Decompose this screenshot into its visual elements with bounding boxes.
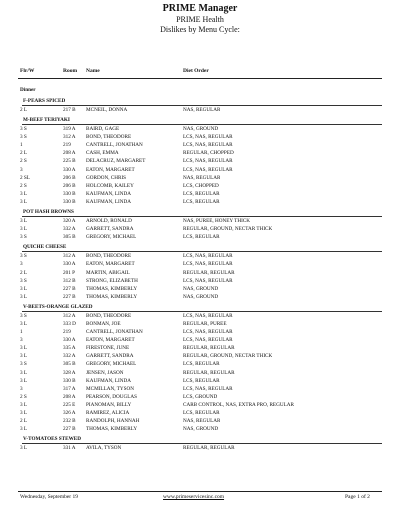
footer-divider [18, 491, 382, 492]
table-row [0, 260, 400, 268]
table-row [0, 157, 400, 165]
menu-item-heading [0, 97, 400, 106]
row-name: EATON, MARGARET [86, 166, 135, 173]
row-diet-order: LCS, NAS, REGULAR [183, 158, 233, 165]
table-row [0, 377, 400, 385]
row-name: CANTRELL, JONATHAN [86, 142, 143, 149]
row-floor: 3 L [20, 377, 28, 384]
table-row [0, 285, 400, 293]
row-floor: 3 S [20, 234, 27, 241]
row-floor: 3 S [20, 126, 27, 133]
row-diet-order: NAS, REGULAR [183, 107, 221, 113]
row-name: BONMAN, JOE [86, 320, 121, 327]
row-room: 333 D [63, 320, 76, 327]
row-diet-order: LCS, REGULAR [183, 377, 220, 384]
row-floor: 3 [20, 261, 23, 268]
row-diet-order: LCS, NAS, REGULAR [183, 142, 233, 149]
row-room: 219 [63, 329, 71, 336]
row-room: 305 B [63, 234, 76, 241]
row-room: 225 E [63, 401, 76, 408]
row-diet-order: LCS, REGULAR [183, 361, 220, 368]
footer-page: Page 1 of 2 [345, 494, 370, 500]
row-name: EATON, MARGARET [86, 261, 135, 268]
row-name: STRONG, ELIZABETH [86, 277, 138, 284]
menu-item-heading [0, 116, 400, 125]
row-diet-order: NAS, GROUND [183, 126, 219, 133]
row-room: 330 A [63, 337, 76, 344]
row-room: 326 A [63, 410, 76, 416]
report-header [0, 3, 400, 35]
table-row [0, 106, 400, 114]
table-row [0, 277, 400, 285]
row-diet-order: LCS, REGULAR [183, 190, 220, 197]
row-floor: 3 [20, 166, 23, 173]
row-diet-order: LCS, REGULAR [183, 410, 220, 416]
row-diet-order: REGULAR, GROUND, NECTAR THICK [183, 353, 273, 360]
row-floor: 3 S [20, 134, 27, 141]
menu-item-label: M-BEEF TERIYAKI [23, 117, 70, 124]
row-floor: 2 S [20, 158, 27, 165]
row-room: 335 A [63, 345, 76, 352]
row-room: 328 A [63, 369, 76, 376]
row-name: KAUFMAN, LINDA [86, 198, 131, 205]
row-name: FIRESTONE, JUNE [86, 345, 130, 352]
row-diet-order: LCS, REGULAR [183, 234, 220, 241]
row-diet-order: NAS, GROUND [183, 285, 219, 292]
table-row [0, 425, 400, 433]
row-floor: 3 L [20, 190, 28, 197]
row-room: 206 B [63, 174, 76, 181]
row-diet-order: LCS, NAS, REGULAR [183, 253, 233, 260]
row-floor: 3 L [20, 198, 28, 205]
row-floor: 3 L [20, 285, 28, 292]
menu-item-label: QUICHE CHEESE [23, 244, 67, 251]
row-name: GREGORY, MICHAEL [86, 234, 137, 241]
row-floor: 1 [20, 329, 23, 336]
row-room: 225 B [63, 158, 76, 165]
row-diet-order: LCS, GROUND [183, 393, 218, 400]
row-room: 312 A [63, 134, 76, 141]
table-row [0, 133, 400, 141]
row-diet-order: REGULAR, GROUND, NECTAR THICK [183, 226, 273, 233]
row-room: 330 B [63, 198, 76, 205]
row-diet-order: NAS, GROUND [183, 426, 219, 433]
menu-item-label: POT HASH BROWNS [23, 209, 74, 216]
row-diet-order: LCS, NAS, REGULAR [183, 134, 233, 141]
row-room: 219 [63, 142, 71, 149]
menu-item-label: V-TOMATOES STEWED [23, 436, 81, 443]
row-room: 332 A [63, 353, 76, 360]
row-diet-order: LCS, NAS, REGULAR [183, 329, 233, 336]
row-name: PEARSON, DOUGLAS [86, 393, 138, 400]
row-diet-order: LCS, NAS, REGULAR [183, 166, 233, 173]
row-room: 332 A [63, 226, 76, 233]
table-row [0, 401, 400, 409]
table-row [0, 393, 400, 401]
col-room: Room [63, 68, 78, 74]
table-row [0, 269, 400, 277]
menu-item-heading [0, 435, 400, 444]
row-name: CANTRELL, JONATHAN [86, 329, 143, 336]
row-room: 312 B [63, 277, 76, 284]
row-name: MCNEIL, DONNA [86, 107, 128, 113]
row-name: PIANOMAN, BILLY [86, 401, 132, 408]
row-room: 317 A [63, 385, 76, 392]
row-diet-order: NAS, GROUND [183, 293, 219, 300]
row-room: 217 B [63, 107, 76, 113]
col-diet-order: Diet Order [183, 68, 209, 74]
row-floor: 3 S [20, 361, 27, 368]
row-floor: 2 L [20, 269, 28, 276]
table-row [0, 233, 400, 241]
row-floor: 3 L [20, 426, 28, 433]
row-name: MARTIN, ABIGAIL [86, 269, 130, 276]
row-room: 208 A [63, 393, 76, 400]
row-diet-order: LCS, CHOPPED [183, 182, 219, 189]
row-diet-order: REGULAR, PUREE [183, 320, 227, 327]
row-floor: 2 L [20, 107, 28, 113]
table-row [0, 217, 400, 225]
row-floor: 2 L [20, 150, 28, 157]
row-name: DELACRUZ, MARGARET [86, 158, 146, 165]
menu-item-heading [0, 208, 400, 217]
row-floor: 2 L [20, 418, 28, 425]
row-diet-order: REGULAR, REGULAR [183, 345, 235, 352]
row-room: 227 B [63, 426, 76, 433]
row-floor: 2 S [20, 182, 27, 189]
table-row [0, 444, 400, 452]
row-floor: 3 [20, 337, 23, 344]
row-name: KAUFMAN, LINDA [86, 190, 131, 197]
table-row [0, 141, 400, 149]
row-room: 330 A [63, 166, 76, 173]
row-room: 305 B [63, 361, 76, 368]
row-name: CASH, EMMA [86, 150, 119, 157]
table-row [0, 252, 400, 260]
row-room: 330 B [63, 190, 76, 197]
row-floor: 3 L [20, 445, 28, 452]
table-row [0, 328, 400, 336]
row-diet-order: NAS, REGULAR [183, 174, 221, 181]
row-floor: 3 L [20, 401, 28, 408]
table-row [0, 417, 400, 425]
table-row [0, 369, 400, 377]
row-diet-order: CARB CONTROL, NAS, EXTRA PRO, REGULAR [183, 401, 294, 408]
row-room: 227 B [63, 285, 76, 292]
table-row [0, 125, 400, 133]
row-room: 206 B [63, 182, 76, 189]
row-floor: 3 [20, 385, 23, 392]
row-name: HOLCOMB, KAILEY [86, 182, 134, 189]
row-floor: 3 L [20, 369, 28, 376]
menu-item-heading [0, 243, 400, 252]
row-room: 208 A [63, 150, 76, 157]
row-diet-order: NAS, PUREE, HONEY THICK [183, 218, 251, 225]
menu-item-label: F-PEARS SPICED [23, 98, 66, 104]
row-name: THOMAS, KIMBERLY [86, 426, 138, 433]
report-body [0, 86, 400, 452]
row-room: 330 A [63, 261, 76, 268]
column-headers [0, 67, 400, 77]
row-diet-order: REGULAR, CHOPPED [183, 150, 234, 157]
facility-name: PRIME Health [176, 15, 224, 24]
row-diet-order: REGULAR, REGULAR [183, 369, 235, 376]
row-name: BAIRD, GAGE [86, 126, 120, 133]
row-floor: 3 S [20, 277, 27, 284]
row-name: RAMIREZ, ALICIA [86, 410, 130, 416]
row-name: RANDOLPH, HANNAH [86, 418, 140, 425]
table-row [0, 344, 400, 352]
table-row [0, 352, 400, 360]
row-name: EATON, MARGARET [86, 337, 135, 344]
row-diet-order: LCS, NAS, REGULAR [183, 385, 233, 392]
row-name: GORDON, CHRIS [86, 174, 127, 181]
row-diet-order: LCS, REGULAR [183, 198, 220, 205]
row-diet-order: LCS, NAS, REGULAR [183, 312, 233, 319]
row-room: 331 A [63, 445, 76, 452]
report-title: Dislikes by Menu Cycle: [160, 25, 240, 34]
row-name: BOND, THEODORE [86, 253, 132, 260]
table-row [0, 225, 400, 233]
menu-item-heading [0, 303, 400, 312]
row-diet-order: REGULAR, REGULAR [183, 445, 235, 452]
row-floor: 3 S [20, 253, 27, 260]
row-name: KAUFMAN, LINDA [86, 377, 131, 384]
row-floor: 3 L [20, 218, 28, 225]
table-row [0, 198, 400, 206]
row-name: BOND, THEODORE [86, 312, 132, 319]
col-floor: Flr/W [20, 68, 35, 74]
row-floor: 3 S [20, 312, 27, 319]
row-diet-order: LCS, NAS, REGULAR [183, 277, 233, 284]
row-name: BOND, THEODORE [86, 134, 132, 141]
table-row [0, 182, 400, 190]
meal-label: Dinner [20, 87, 36, 93]
row-name: GARRETT, SANDRA [86, 226, 134, 233]
row-room: 320 A [63, 218, 76, 225]
row-room: 232 B [63, 418, 76, 425]
row-name: JENSEN, JASON [86, 369, 124, 376]
row-name: AVILA, TYSON [86, 445, 122, 452]
row-room: 312 A [63, 312, 76, 319]
row-diet-order: REGULAR, REGULAR [183, 269, 235, 276]
row-name: THOMAS, KIMBERLY [86, 285, 138, 292]
row-diet-order: NAS, REGULAR [183, 418, 221, 425]
table-row [0, 166, 400, 174]
header-divider [18, 78, 382, 79]
row-floor: 3 L [20, 345, 28, 352]
col-name: Name [86, 68, 100, 74]
row-room: 319 A [63, 126, 76, 133]
table-row [0, 293, 400, 301]
table-row [0, 409, 400, 417]
meal-heading [0, 86, 400, 95]
row-floor: 1 [20, 142, 23, 149]
row-diet-order: LCS, NAS, REGULAR [183, 261, 233, 268]
table-row [0, 149, 400, 157]
row-name: ARNOLD, RONALD [86, 218, 132, 225]
table-row [0, 336, 400, 344]
row-name: GARRETT, SANDRA [86, 353, 134, 360]
row-floor: 3 L [20, 353, 28, 360]
table-row [0, 385, 400, 393]
row-room: 330 B [63, 377, 76, 384]
row-name: MCMILLAN, TYSON [86, 385, 135, 392]
row-room: 227 B [63, 293, 76, 300]
table-row [0, 312, 400, 320]
footer-link[interactable]: www.primeservicesinc.com [163, 494, 225, 500]
table-row [0, 190, 400, 198]
footer-date: Wednesday, September 19 [20, 494, 79, 500]
table-row [0, 174, 400, 182]
app-title: PRIME Manager [162, 3, 238, 14]
row-floor: 3 L [20, 226, 28, 233]
row-diet-order: LCS, NAS, REGULAR [183, 337, 233, 344]
row-floor: 3 L [20, 320, 28, 327]
table-row [0, 360, 400, 368]
row-floor: 3 L [20, 293, 28, 300]
menu-item-label: V-BEETS-ORANGE GLAZED [23, 303, 93, 310]
row-floor: 2 S [20, 393, 27, 400]
row-name: GREGORY, MICHAEL [86, 361, 137, 368]
row-room: 312 A [63, 253, 76, 260]
row-name: THOMAS, KIMBERLY [86, 293, 138, 300]
row-room: 201 P [63, 269, 75, 276]
row-floor: 2 SL [20, 174, 30, 181]
table-row [0, 320, 400, 328]
row-floor: 3 L [20, 410, 28, 416]
